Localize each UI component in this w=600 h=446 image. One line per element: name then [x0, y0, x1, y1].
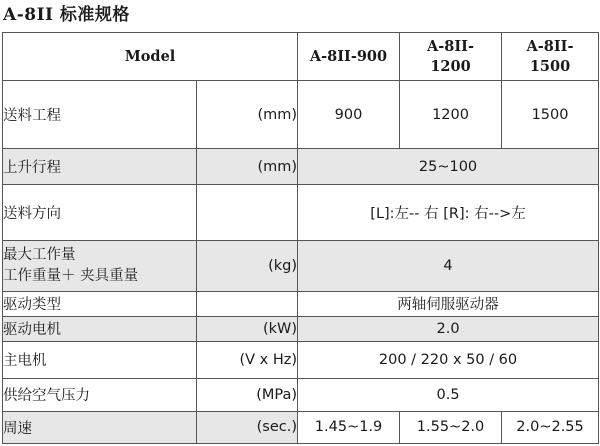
- page-title: A-8II 标准规格: [3, 5, 130, 25]
- row-cycle: [3, 411, 599, 443]
- value-cell: 200 / 220 x 50 / 60: [298, 341, 599, 378]
- row-air-pressure: [3, 378, 599, 411]
- row-label-line2: 工作重量＋ 夹具重量: [3, 268, 139, 285]
- spec-table: [2, 32, 599, 444]
- row-label: 上升行程: [3, 149, 197, 185]
- row-label: 驱动类型: [3, 291, 197, 316]
- model-header-1500: [502, 33, 599, 81]
- row-drive-motor: [3, 316, 599, 341]
- header-row: [3, 33, 599, 81]
- row-unit: (sec.): [197, 411, 298, 443]
- value-cell: 1.45~1.9: [298, 411, 400, 443]
- row-unit: (kW): [197, 316, 298, 341]
- row-label-line1: 最大工作量: [3, 247, 76, 264]
- model-header-900: [298, 33, 400, 81]
- row-label: 周速: [3, 411, 197, 443]
- model-header: Model: [3, 33, 298, 81]
- value-cell: [L]:左-- 右 [R]: 右-->左: [298, 185, 599, 241]
- row-feed-direction: [3, 185, 599, 241]
- row-unit: (mm): [197, 149, 298, 185]
- row-main-motor: [3, 341, 599, 378]
- value-cell: 1200: [400, 81, 502, 149]
- row-unit: [197, 291, 298, 316]
- value-cell: 0.5: [298, 378, 599, 411]
- row-label: 供给空气压力: [3, 378, 197, 411]
- row-unit: (MPa): [197, 378, 298, 411]
- row-label: 驱动电机: [3, 316, 197, 341]
- row-unit: (mm): [197, 81, 298, 149]
- row-lift-stroke: [3, 149, 599, 185]
- value-cell: 1.55~2.0: [400, 411, 502, 443]
- row-max-workload: [3, 241, 599, 291]
- model-name-line2: 1500: [529, 57, 571, 75]
- row-label: [3, 241, 197, 291]
- value-cell: 两轴伺服驱动器: [298, 291, 599, 316]
- row-unit: (kg): [197, 241, 298, 291]
- row-label: 送料工程: [3, 81, 197, 149]
- model-name-line1: A-8II-900: [309, 47, 388, 65]
- row-unit: (V x Hz): [197, 341, 298, 378]
- value-cell: 900: [298, 81, 400, 149]
- model-name-line1: A-8II-: [526, 37, 574, 55]
- model-name-line1: A-8II-: [427, 37, 474, 55]
- row-unit: [197, 185, 298, 241]
- value-cell: 1500: [502, 81, 599, 149]
- model-name-line2: 1200: [430, 57, 471, 75]
- row-label: 送料方向: [3, 185, 197, 241]
- row-feed-stroke: [3, 81, 599, 149]
- row-label: 主电机: [3, 341, 197, 378]
- value-cell: 2.0~2.55: [502, 411, 599, 443]
- value-cell: 2.0: [298, 316, 599, 341]
- row-drive-type: [3, 291, 599, 316]
- value-cell: 4: [298, 241, 599, 291]
- model-header-1200: [400, 33, 502, 81]
- value-cell: 25~100: [298, 149, 599, 185]
